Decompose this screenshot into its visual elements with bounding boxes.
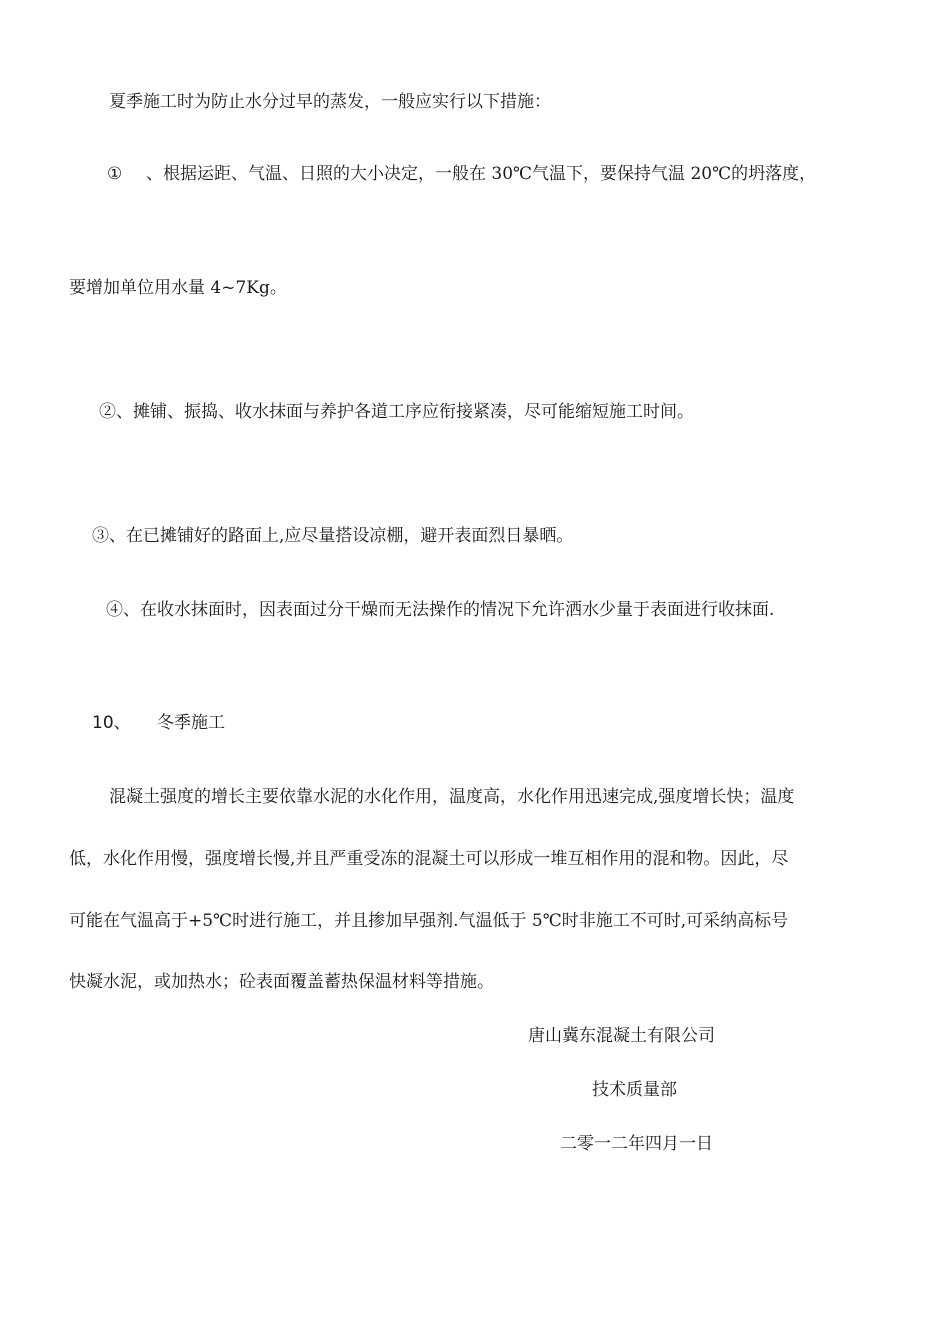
item-3-text: ③、在已摊铺好的路面上,应尽量搭设凉棚，避开表面烈日暴晒。 bbox=[92, 526, 574, 546]
section-title: 冬季施工 bbox=[157, 713, 225, 733]
paragraph-line-2: 低，水化作用慢，强度增长慢,并且严重受冻的混凝土可以形成一堆互相作用的混和物。因此，尽 bbox=[69, 849, 789, 869]
section-number: 10、 bbox=[92, 713, 131, 733]
intro-text: 夏季施工时为防止水分过早的蒸发，一般应实行以下措施： bbox=[109, 92, 551, 112]
item-1-line-2: 要增加单位用水量 4~7Kg。 bbox=[69, 278, 287, 298]
item-1-marker: ① bbox=[107, 164, 123, 184]
signature-department: 技术质量部 bbox=[592, 1080, 677, 1100]
item-2-text: ②、摊铺、振捣、收水抹面与养护各道工序应衔接紧凑，尽可能缩短施工时间。 bbox=[99, 402, 694, 422]
signature-date: 二零一二年四月一日 bbox=[560, 1134, 713, 1154]
item-4-text: ④、在收水抹面时，因表面过分干燥而无法操作的情况下允许洒水少量于表面进行收抹面. bbox=[106, 600, 775, 620]
paragraph-line-3: 可能在气温高于+5℃时进行施工，并且掺加早强剂.气温低于 5℃时非施工不可时,可采纳高标号 bbox=[69, 911, 789, 931]
paragraph-line-4: 快凝水泥，或加热水；砼表面覆盖蓄热保温材料等措施。 bbox=[69, 972, 494, 992]
signature-company: 唐山冀东混凝土有限公司 bbox=[528, 1026, 715, 1046]
paragraph-line-1: 混凝土强度的增长主要依靠水泥的水化作用，温度高，水化作用迅速完成,强度增长快；温度 bbox=[109, 787, 795, 807]
item-1-line-1: 、根据运距、气温、日照的大小决定，一般在 30℃气温下，要保持气温 20℃的坍落度， bbox=[146, 164, 817, 184]
